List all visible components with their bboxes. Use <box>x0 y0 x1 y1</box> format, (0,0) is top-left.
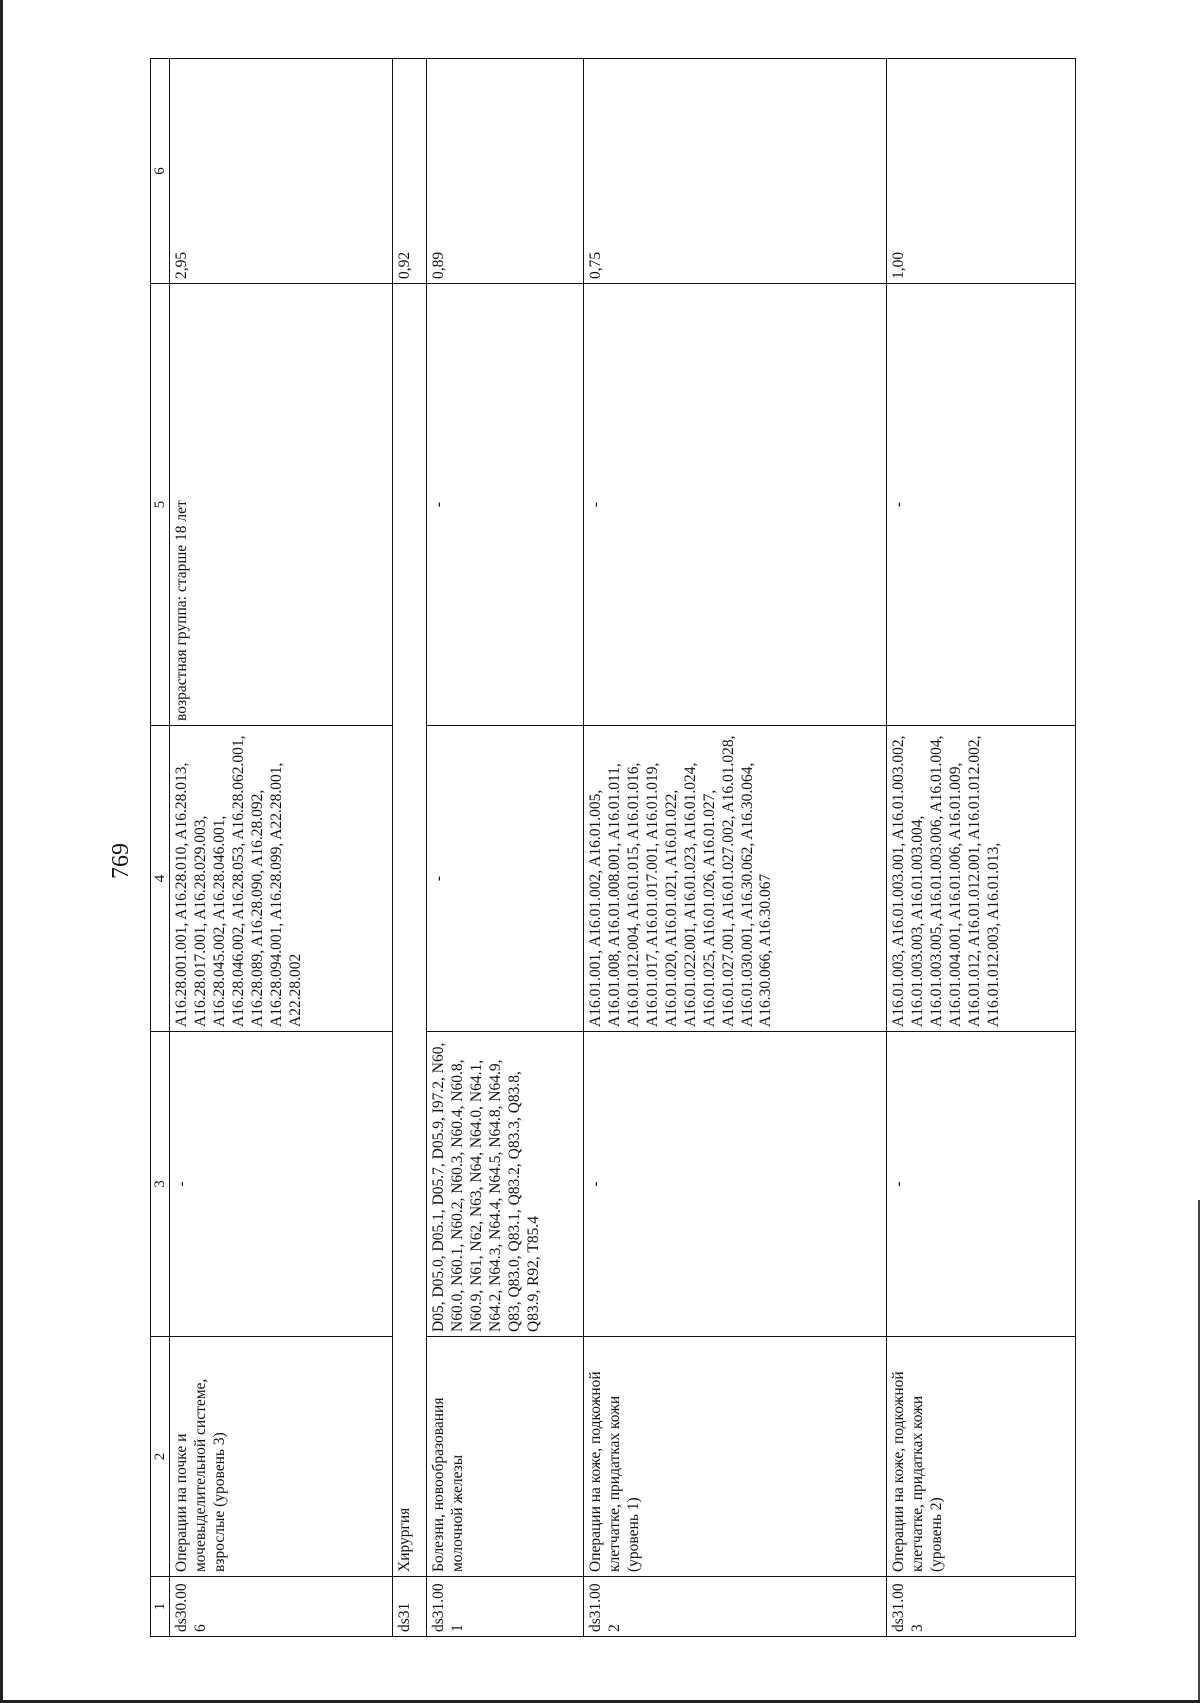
row-services: - <box>427 726 584 1032</box>
row-code: ds31.001 <box>427 1577 584 1637</box>
section-coefficient: 0,92 <box>393 59 427 284</box>
page-number: 769 <box>108 843 134 879</box>
row-services: A16.28.001.001, A16.28.010, A16.28.013, A16.28.017.001, A16.28.029.003, A16.28.045.002, A16.28.046.001, A16.28.046.002, A16.28.053, A16.28.062.001, A16.28.089, A16.28.090, A16.28.092, A16.28.094.001, A16.28.099, A22.28.001, A22.28.002 <box>170 726 393 1032</box>
row-other-criteria: - <box>427 284 584 726</box>
column-number: 6 <box>151 59 170 284</box>
tariff-table <box>150 58 1076 1637</box>
row-code: ds31.002 <box>584 1577 887 1637</box>
row-diagnoses: - <box>887 1032 1076 1337</box>
row-name: Операции на коже, подкожной клетчатке, придатках кожи (уровень 1) <box>584 1337 887 1577</box>
column-number: 3 <box>151 1032 170 1337</box>
column-number-row <box>151 59 170 1637</box>
row-coefficient: 0,75 <box>584 59 887 284</box>
row-other-criteria: возрастная группа: старше 18 лет <box>170 284 393 726</box>
section-row <box>393 59 427 1637</box>
row-name: Операции на почке и мочевыделительной системе, взрослые (уровень 3) <box>170 1337 393 1577</box>
column-number: 2 <box>151 1337 170 1577</box>
row-diagnoses: - <box>170 1032 393 1337</box>
table-row <box>427 59 584 1637</box>
column-number: 1 <box>151 1577 170 1637</box>
table-row <box>170 59 393 1637</box>
rotated-table-container <box>150 59 1076 1637</box>
row-other-criteria: - <box>584 284 887 726</box>
scan-edge-left <box>0 0 3 1703</box>
row-coefficient: 1,00 <box>887 59 1076 284</box>
row-other-criteria: - <box>887 284 1076 726</box>
section-code: ds31 <box>393 1577 427 1637</box>
column-number: 5 <box>151 284 170 726</box>
row-services: A16.01.003, A16.01.003.001, A16.01.003.002, A16.01.003.003, A16.01.003.004, A16.01.003.005, A16.01.003.006, A16.01.004, A16.01.004.001, A16.01.006, A16.01.009, A16.01.012, A16.01.012.001, A16.01.012.002, A16.01.012.003, A16.01.013, <box>890 735 1002 1027</box>
section-name: Хирургия <box>393 284 427 1577</box>
row-name: Болезни, новообразования молочной железы <box>427 1337 584 1577</box>
row-services-cell <box>887 726 1076 1032</box>
row-coefficient: 2,95 <box>170 59 393 284</box>
row-services: A16.01.001, A16.01.002, A16.01.005, A16.01.008, A16.01.008.001, A16.01.011, A16.01.012.004, A16.01.015, A16.01.016, A16.01.017, A16.01.017.001, A16.01.019, A16.01.020, A16.01.021, A16.01.022, A16.01.022.001, A16.01.023, A16.01.024, A16.01.025, A16.01.026, A16.01.027, A16.01.027.001, A16.01.027.002, A16.01.028, A16.01.030.001, A16.30.062, A16.30.064, A16.30.066, A16.30.067 <box>584 726 887 1032</box>
table-row <box>887 59 1076 1637</box>
table-row <box>584 59 887 1637</box>
row-diagnoses: - <box>584 1032 887 1337</box>
column-number: 4 <box>151 726 170 1032</box>
row-code: ds31.003 <box>887 1577 1076 1637</box>
row-diagnoses: D05, D05.0, D05.1, D05.7, D05.9, I97.2, N60, N60.0, N60.1, N60.2, N60.3, N60.4, N60.8, N60.9, N61, N62, N63, N64, N64.0, N64.1, N64.2, N64.3, N64.4, N64.5, N64.8, N64.9, Q83, Q83.0, Q83.1, Q83.2, Q83.3, Q83.8, Q83.9, R92, T85.4 <box>427 1032 584 1337</box>
row-name: Операции на коже, подкожной клетчатке, придатках кожи (уровень 2) <box>887 1337 1076 1577</box>
row-code: ds30.006 <box>170 1577 393 1637</box>
row-coefficient: 0,89 <box>427 59 584 284</box>
